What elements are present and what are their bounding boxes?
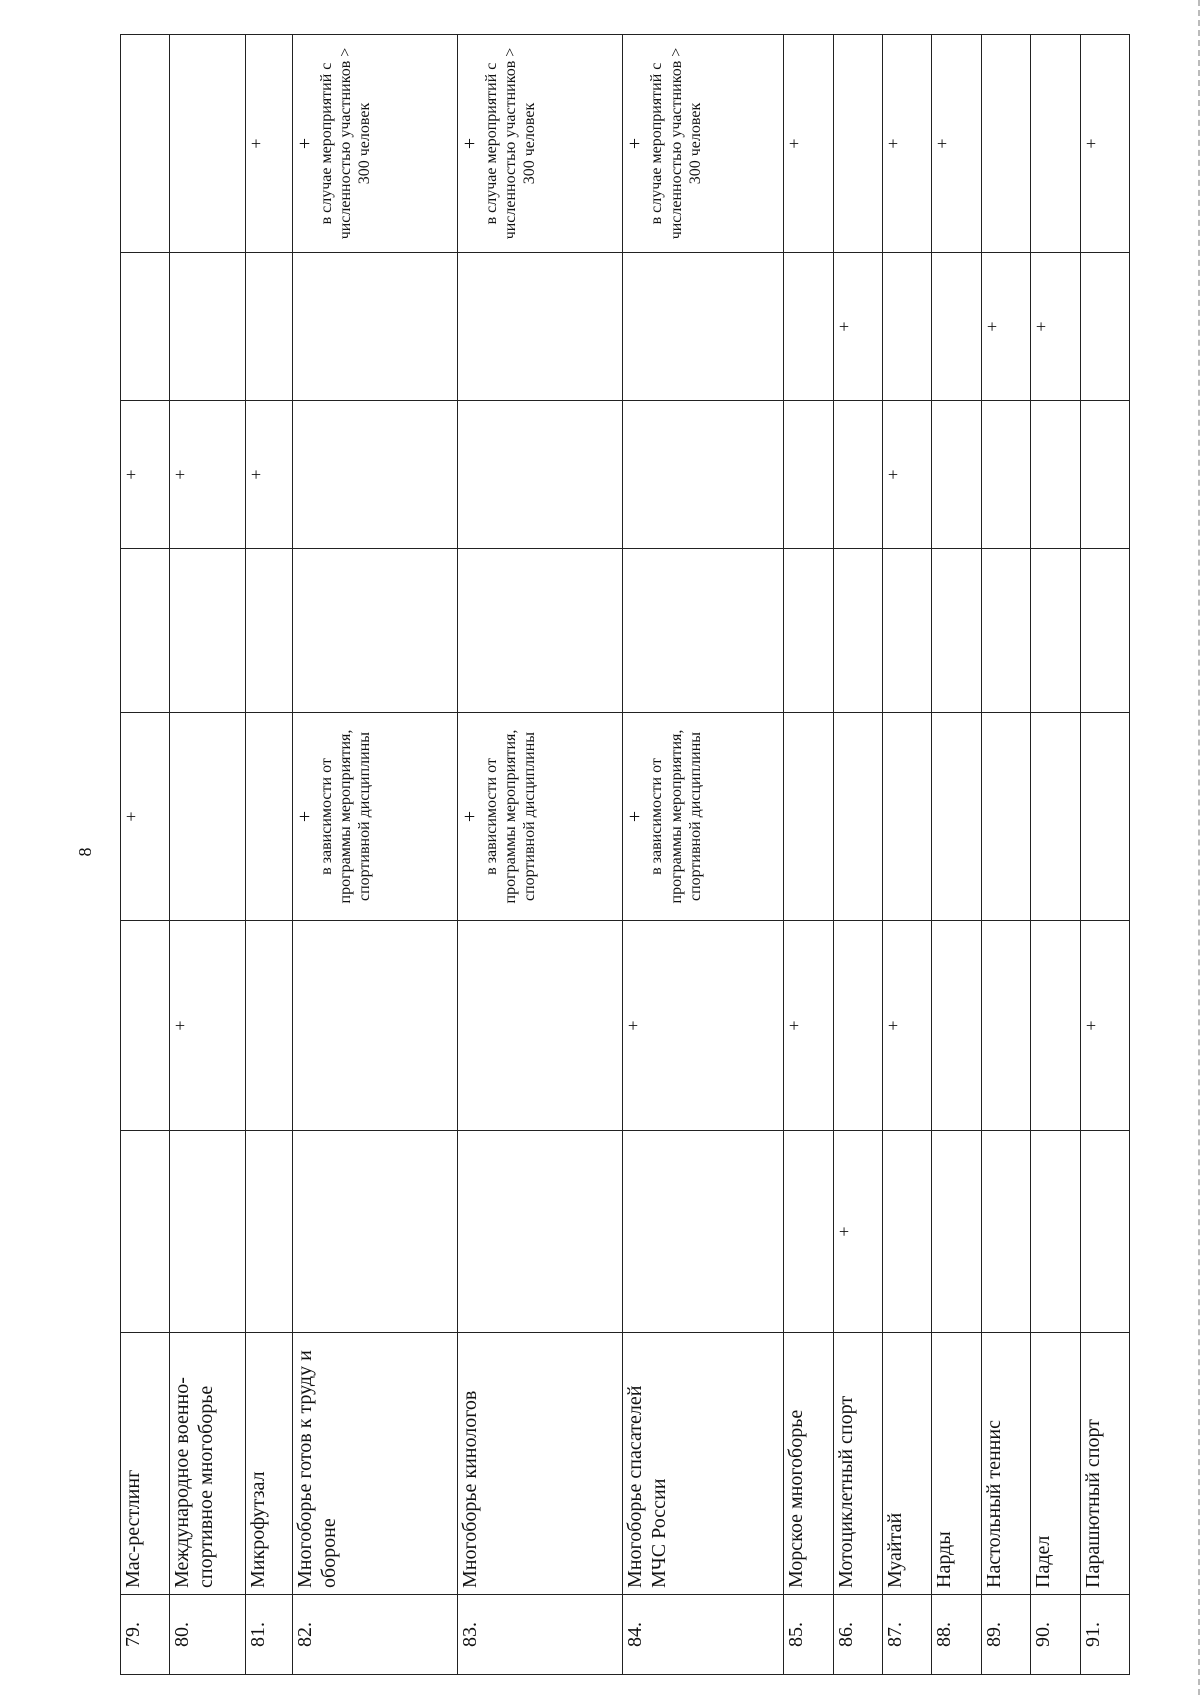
mark-cell	[1080, 549, 1129, 713]
mark-cell-with-note	[458, 35, 623, 253]
mark-cell: +	[932, 35, 981, 253]
mark-cell: +	[623, 921, 784, 1131]
plus-mark: +	[293, 137, 316, 150]
mark-cell	[121, 921, 170, 1131]
mark-cell	[833, 401, 882, 549]
mark-cell: +	[1031, 253, 1080, 401]
mark-cell: +	[833, 1131, 882, 1333]
mark-cell: +	[1080, 35, 1129, 253]
mark-cell	[1080, 713, 1129, 921]
table-row	[1031, 35, 1080, 1675]
page-number: 8	[75, 847, 95, 857]
row-number: 85.	[784, 1595, 833, 1675]
table-row	[932, 35, 981, 1675]
mark-cell	[458, 401, 623, 549]
mark-cell: +	[1080, 921, 1129, 1131]
mark-cell: +	[121, 713, 170, 921]
mark-cell	[932, 401, 981, 549]
condition-note: в зависимости от программы мероприятия, спортивной дисциплины	[648, 729, 704, 904]
sport-name: Падел	[1031, 1333, 1080, 1595]
mark-cell: +	[121, 401, 170, 549]
mark-cell	[981, 401, 1030, 549]
sports-table	[120, 34, 1130, 1675]
mark-cell	[932, 713, 981, 921]
row-number: 79.	[121, 1595, 170, 1675]
table-row	[121, 35, 170, 1675]
sport-name: Парашютный спорт	[1080, 1333, 1129, 1595]
mark-cell	[833, 921, 882, 1131]
mark-cell	[981, 1131, 1030, 1333]
condition-note: в зависимости от программы мероприятия, спортивной дисциплины	[483, 729, 539, 904]
mark-cell-with-note	[458, 713, 623, 921]
mark-cell	[784, 549, 833, 713]
mark-cell	[784, 253, 833, 401]
mark-cell	[833, 35, 882, 253]
row-number: 88.	[932, 1595, 981, 1675]
mark-cell: +	[245, 401, 292, 549]
plus-mark: +	[459, 137, 482, 150]
plus-mark: +	[624, 137, 647, 150]
mark-cell	[292, 1131, 457, 1333]
mark-cell: +	[883, 921, 932, 1131]
table-row	[292, 35, 457, 1675]
table-row	[170, 35, 245, 1675]
row-number: 91.	[1080, 1595, 1129, 1675]
mark-cell	[883, 549, 932, 713]
table-wrapper	[120, 35, 1130, 1675]
condition-note: в случае мероприятий с численностью участников > 300 человек	[483, 47, 539, 240]
sport-name: Муайтай	[883, 1333, 932, 1595]
mark-cell	[292, 401, 457, 549]
mark-cell	[784, 713, 833, 921]
condition-note: в зависимости от программы мероприятия, спортивной дисциплины	[317, 729, 374, 904]
mark-cell	[623, 253, 784, 401]
mark-cell	[1031, 401, 1080, 549]
mark-cell: +	[245, 35, 292, 253]
mark-cell	[1031, 549, 1080, 713]
mark-cell: +	[883, 35, 932, 253]
sport-name: Морское многоборье	[784, 1333, 833, 1595]
mark-cell: +	[833, 253, 882, 401]
mark-cell	[245, 713, 292, 921]
mark-cell	[623, 401, 784, 549]
table-row	[245, 35, 292, 1675]
mark-cell	[981, 713, 1030, 921]
table-row	[458, 35, 623, 1675]
mark-cell	[170, 713, 245, 921]
mark-cell	[170, 35, 245, 253]
mark-cell	[458, 921, 623, 1131]
mark-cell	[1031, 713, 1080, 921]
mark-cell	[833, 713, 882, 921]
mark-cell	[1031, 35, 1080, 253]
table-row	[623, 35, 784, 1675]
row-number: 83.	[458, 1595, 623, 1675]
row-number: 84.	[623, 1595, 784, 1675]
row-number: 87.	[883, 1595, 932, 1675]
mark-cell	[1031, 1131, 1080, 1333]
mark-cell	[458, 549, 623, 713]
mark-cell: +	[883, 401, 932, 549]
condition-note: в случае мероприятий с численностью участников > 300 человек	[317, 47, 374, 240]
mark-cell	[932, 1131, 981, 1333]
sport-name: Многоборье кинологов	[458, 1333, 623, 1595]
sport-name: Мотоциклетный спорт	[833, 1333, 882, 1595]
table-row	[883, 35, 932, 1675]
sport-name: Настольный теннис	[981, 1333, 1030, 1595]
table-row	[833, 35, 882, 1675]
mark-cell	[292, 921, 457, 1131]
condition-note: в случае мероприятий с численностью участников > 300 человек	[648, 47, 704, 240]
mark-cell	[245, 1131, 292, 1333]
mark-cell	[981, 549, 1030, 713]
mark-cell	[623, 549, 784, 713]
row-number: 86.	[833, 1595, 882, 1675]
plus-mark: +	[293, 810, 316, 823]
mark-cell	[784, 401, 833, 549]
mark-cell	[1080, 1131, 1129, 1333]
mark-cell-with-note	[623, 35, 784, 253]
plus-mark: +	[624, 810, 647, 823]
table-row	[784, 35, 833, 1675]
mark-cell	[1080, 401, 1129, 549]
mark-cell	[883, 713, 932, 921]
table-row	[1080, 35, 1129, 1675]
sport-name: Нарды	[932, 1333, 981, 1595]
mark-cell	[170, 253, 245, 401]
mark-cell: +	[170, 401, 245, 549]
mark-cell-with-note	[623, 713, 784, 921]
mark-cell	[932, 549, 981, 713]
mark-cell: +	[170, 921, 245, 1131]
sport-name: Многоборье спасателей МЧС России	[623, 1333, 784, 1595]
sport-name: Многоборье готов к труду и обороне	[292, 1333, 457, 1595]
sport-name: Микрофутзал	[245, 1333, 292, 1595]
plus-mark: +	[459, 810, 482, 823]
mark-cell	[121, 549, 170, 713]
mark-cell	[245, 921, 292, 1131]
row-number: 90.	[1031, 1595, 1080, 1675]
mark-cell	[932, 921, 981, 1131]
mark-cell	[784, 1131, 833, 1333]
mark-cell	[292, 549, 457, 713]
mark-cell-with-note	[292, 713, 457, 921]
mark-cell	[883, 253, 932, 401]
mark-cell	[170, 549, 245, 713]
sport-name: Международное военно-спортивное многоборье	[170, 1333, 245, 1595]
mark-cell	[833, 549, 882, 713]
mark-cell: +	[981, 253, 1030, 401]
table-row	[981, 35, 1030, 1675]
mark-cell: +	[784, 35, 833, 253]
mark-cell-with-note	[292, 35, 457, 253]
mark-cell	[121, 35, 170, 253]
mark-cell	[981, 35, 1030, 253]
mark-cell	[170, 1131, 245, 1333]
row-number: 82.	[292, 1595, 457, 1675]
mark-cell	[245, 253, 292, 401]
mark-cell	[121, 1131, 170, 1333]
row-number: 89.	[981, 1595, 1030, 1675]
mark-cell	[458, 253, 623, 401]
mark-cell	[292, 253, 457, 401]
mark-cell	[121, 253, 170, 401]
mark-cell: +	[784, 921, 833, 1131]
sport-name: Мас-рестлинг	[121, 1333, 170, 1595]
mark-cell	[245, 549, 292, 713]
mark-cell	[932, 253, 981, 401]
row-number: 80.	[170, 1595, 245, 1675]
row-number: 81.	[245, 1595, 292, 1675]
mark-cell	[623, 1131, 784, 1333]
mark-cell	[1080, 253, 1129, 401]
mark-cell	[458, 1131, 623, 1333]
mark-cell	[883, 1131, 932, 1333]
mark-cell	[1031, 921, 1080, 1131]
mark-cell	[981, 921, 1030, 1131]
